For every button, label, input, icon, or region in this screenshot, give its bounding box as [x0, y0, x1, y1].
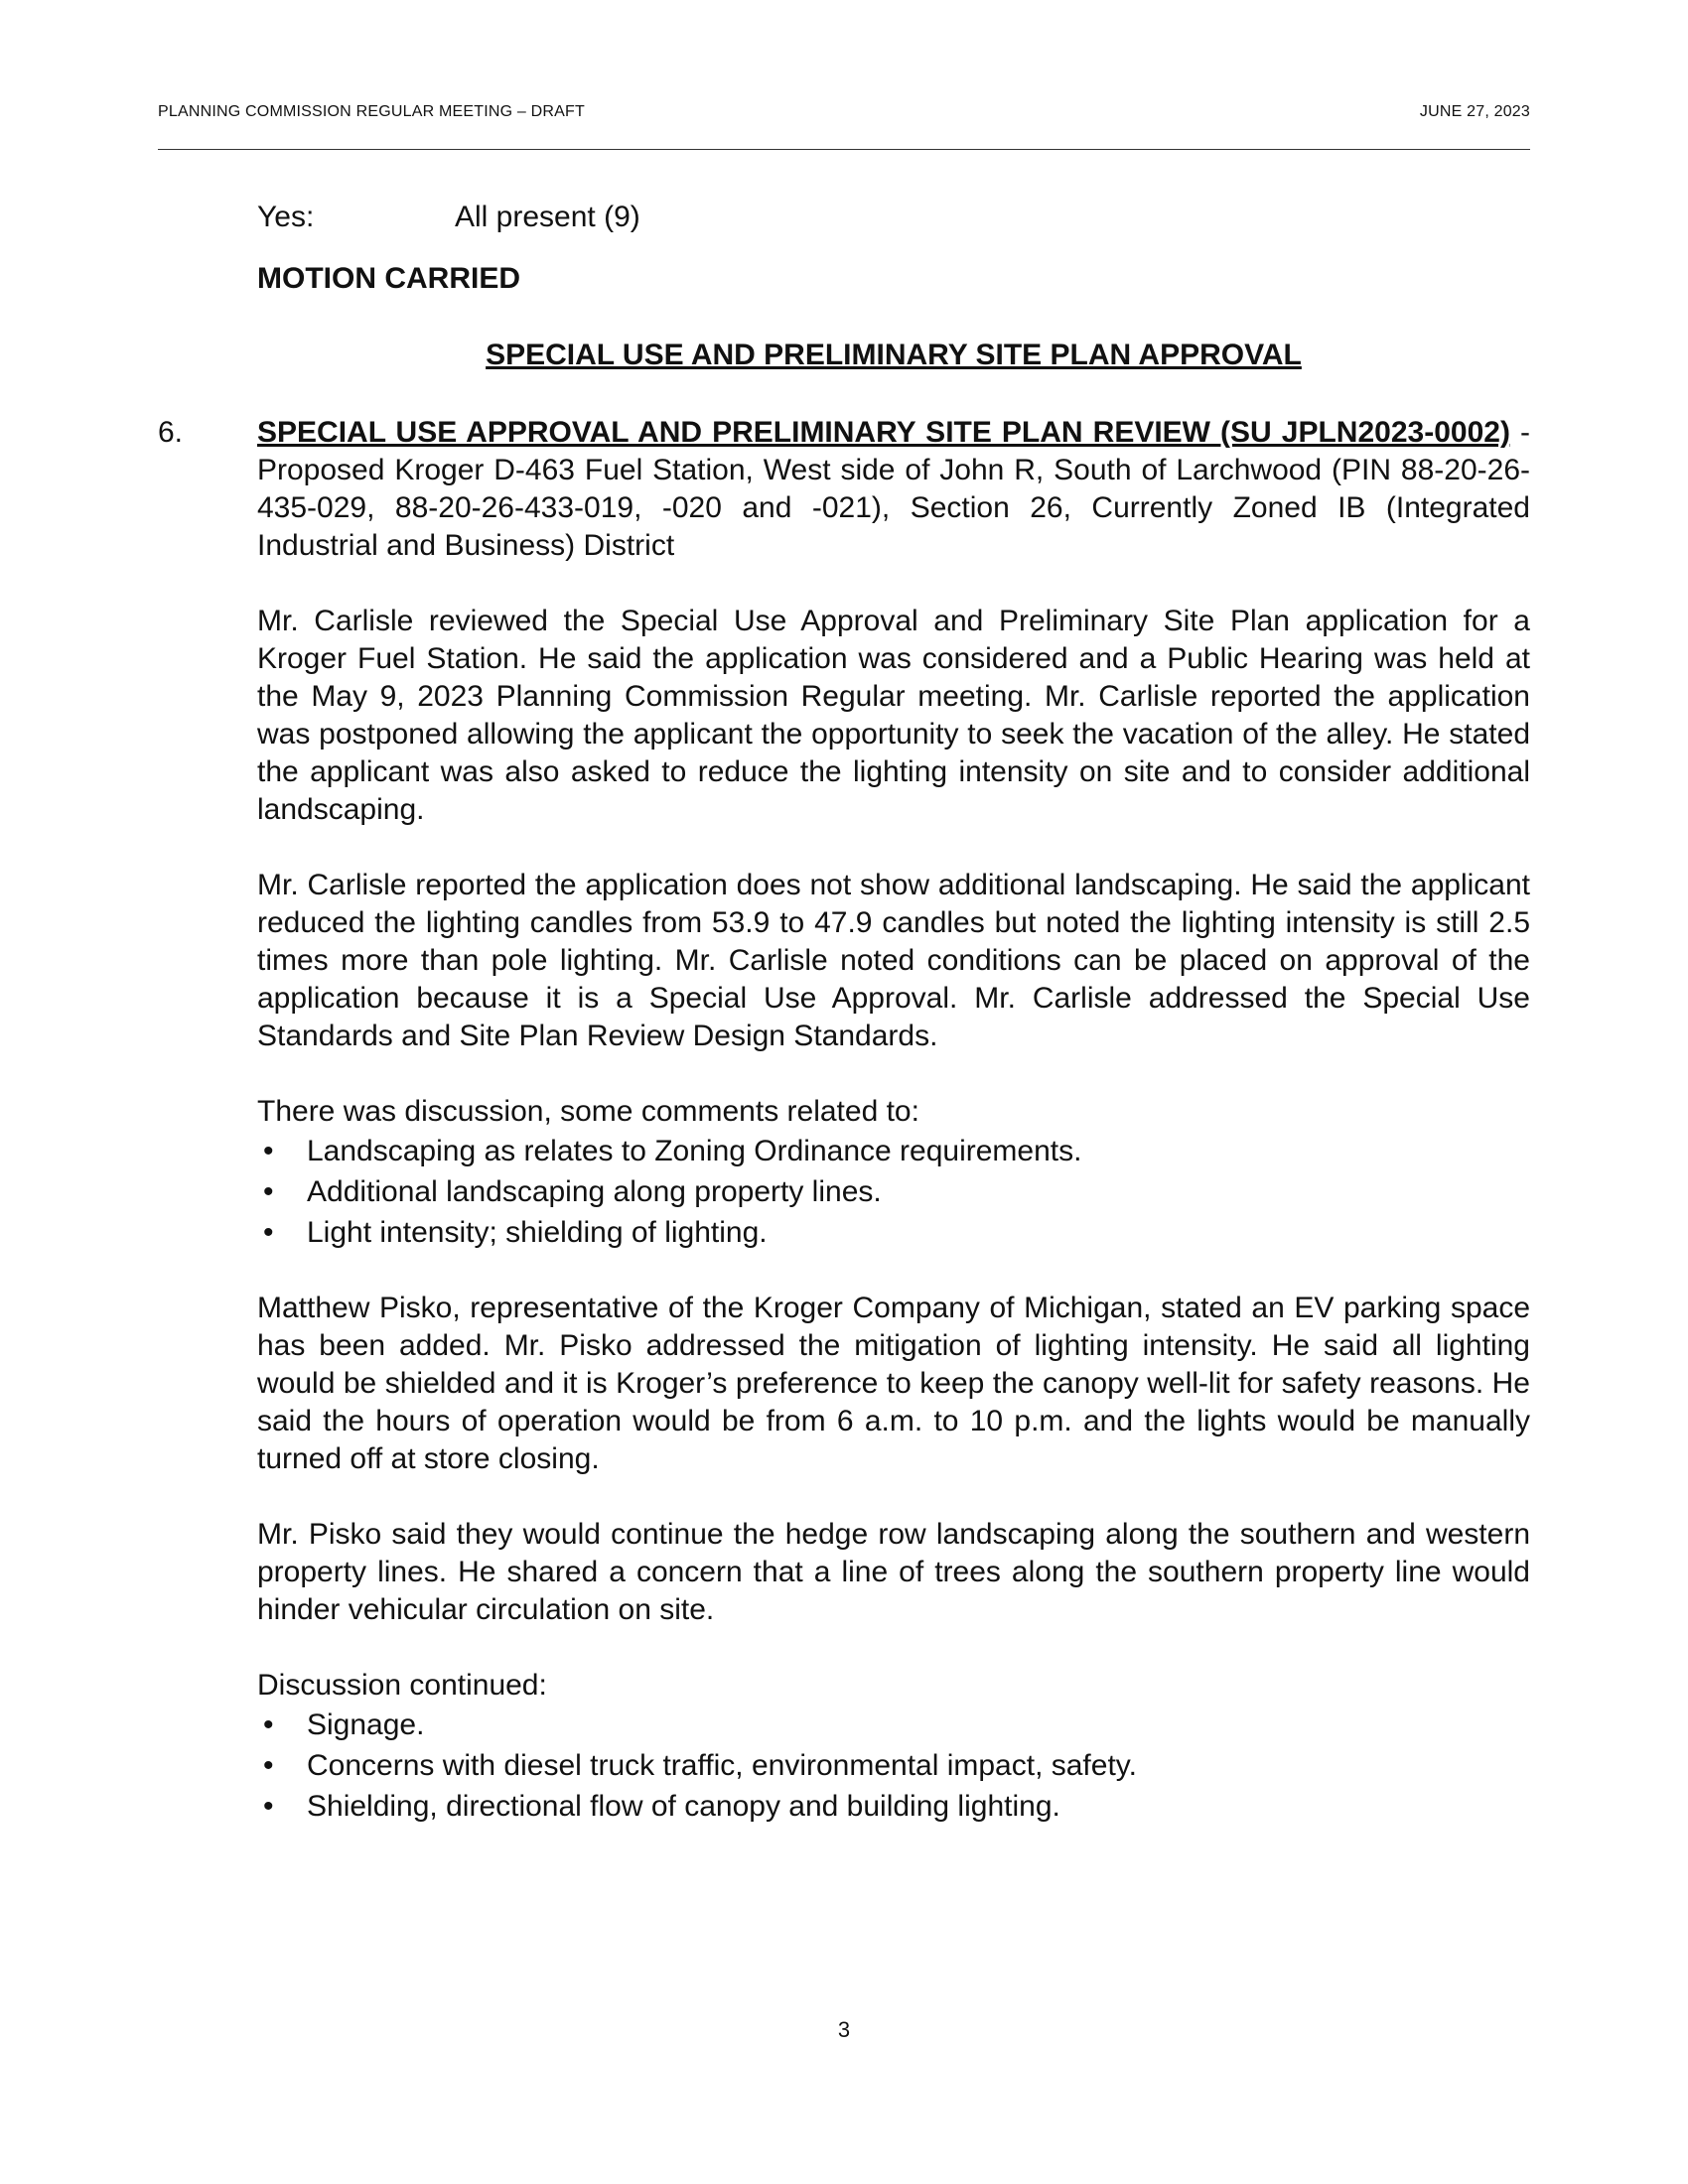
- paragraph: Mr. Carlisle reported the application does not show additional landscaping. He said the applicant reduced the lighting candles from 53.9 to 47.9 candles but noted the lighting intensity is still 2.5 times more than pole lighting. Mr. Carlisle noted conditions can be placed on approval of the application because it is a Special Use Approval. Mr. Carlisle addressed the Special Use Standards and Site Plan Review Design Standards.: [257, 869, 1530, 1052]
- list-item: [257, 1788, 1530, 1826]
- list-item-text: Light intensity; shielding of lighting.: [307, 1216, 768, 1249]
- bullet-icon: •: [263, 1175, 274, 1208]
- paragraph: Mr. Pisko said they would continue the hedge row landscaping along the southern and western property lines. He shared a concern that a line of trees along the southern property line would hinder vehicular circulation on site.: [257, 1518, 1530, 1626]
- header-date: JUNE 27, 2023: [1419, 103, 1530, 120]
- motion-result: MOTION CARRIED: [257, 262, 520, 295]
- bullet-icon: •: [263, 1790, 274, 1823]
- bullet-icon: •: [263, 1216, 274, 1249]
- vote-label: Yes:: [257, 201, 315, 233]
- discussion-list: [257, 1133, 1530, 1252]
- item-title: SPECIAL USE APPROVAL AND PRELIMINARY SITE PLAN REVIEW (SU JPLN2023-0002): [257, 416, 1510, 449]
- section-heading: SPECIAL USE AND PRELIMINARY SITE PLAN APPROVAL: [486, 339, 1302, 371]
- item-number: 6.: [158, 416, 184, 449]
- list-item: [257, 1133, 1530, 1170]
- paragraph: Mr. Carlisle reviewed the Special Use Approval and Preliminary Site Plan application for a Kroger Fuel Station. He said the application was considered and a Public Hearing was held at the May 9, 2023 Planning Commission Regular meeting. Mr. Carlisle reported the application was postponed allowing the applicant the opportunity to seek the vacation of the alley. He stated the applicant was also asked to reduce the lighting intensity on site and to consider additional landscaping.: [257, 605, 1530, 826]
- list-item: [257, 1173, 1530, 1211]
- list-item: [257, 1706, 1530, 1744]
- list-item: [257, 1747, 1530, 1785]
- discussion-list: [257, 1706, 1530, 1826]
- list-item-text: Concerns with diesel truck traffic, environmental impact, safety.: [307, 1749, 1137, 1782]
- list-item-text: Shielding, directional flow of canopy and building lighting.: [307, 1790, 1060, 1823]
- header-meeting-title: PLANNING COMMISSION REGULAR MEETING – DRAFT: [158, 103, 585, 120]
- discussion-lead: Discussion continued:: [257, 1669, 547, 1702]
- list-item: [257, 1214, 1530, 1252]
- vote-value: All present (9): [455, 201, 640, 233]
- item-description: - Proposed Kroger D-463 Fuel Station, West side of John R, South of Larchwood (PIN 88-20-26-435-029, 88-20-26-433-019, -020 and -021), Section 26, Currently Zoned IB (Integrated Industrial and Business) District: [257, 416, 1530, 562]
- paragraph: Matthew Pisko, representative of the Kroger Company of Michigan, stated an EV parking space has been added. Mr. Pisko addressed the mitigation of lighting intensity. He said all lighting would be shielded and it is Kroger’s preference to keep the canopy well-lit for safety reasons. He said the hours of operation would be from 6 a.m. to 10 p.m. and the lights would be manually turned off at store closing.: [257, 1292, 1530, 1475]
- discussion-lead: There was discussion, some comments related to:: [257, 1095, 919, 1128]
- bullet-icon: •: [263, 1135, 274, 1167]
- page-number: 3: [837, 2017, 851, 2042]
- list-item-text: Signage.: [307, 1708, 425, 1741]
- bullet-icon: •: [263, 1749, 274, 1782]
- item-heading: [257, 414, 1530, 565]
- header-divider: [158, 149, 1530, 150]
- agenda-item: [257, 414, 1530, 1863]
- bullet-icon: •: [263, 1708, 274, 1741]
- list-item-text: Landscaping as relates to Zoning Ordinance requirements.: [307, 1135, 1082, 1167]
- list-item-text: Additional landscaping along property lines.: [307, 1175, 882, 1208]
